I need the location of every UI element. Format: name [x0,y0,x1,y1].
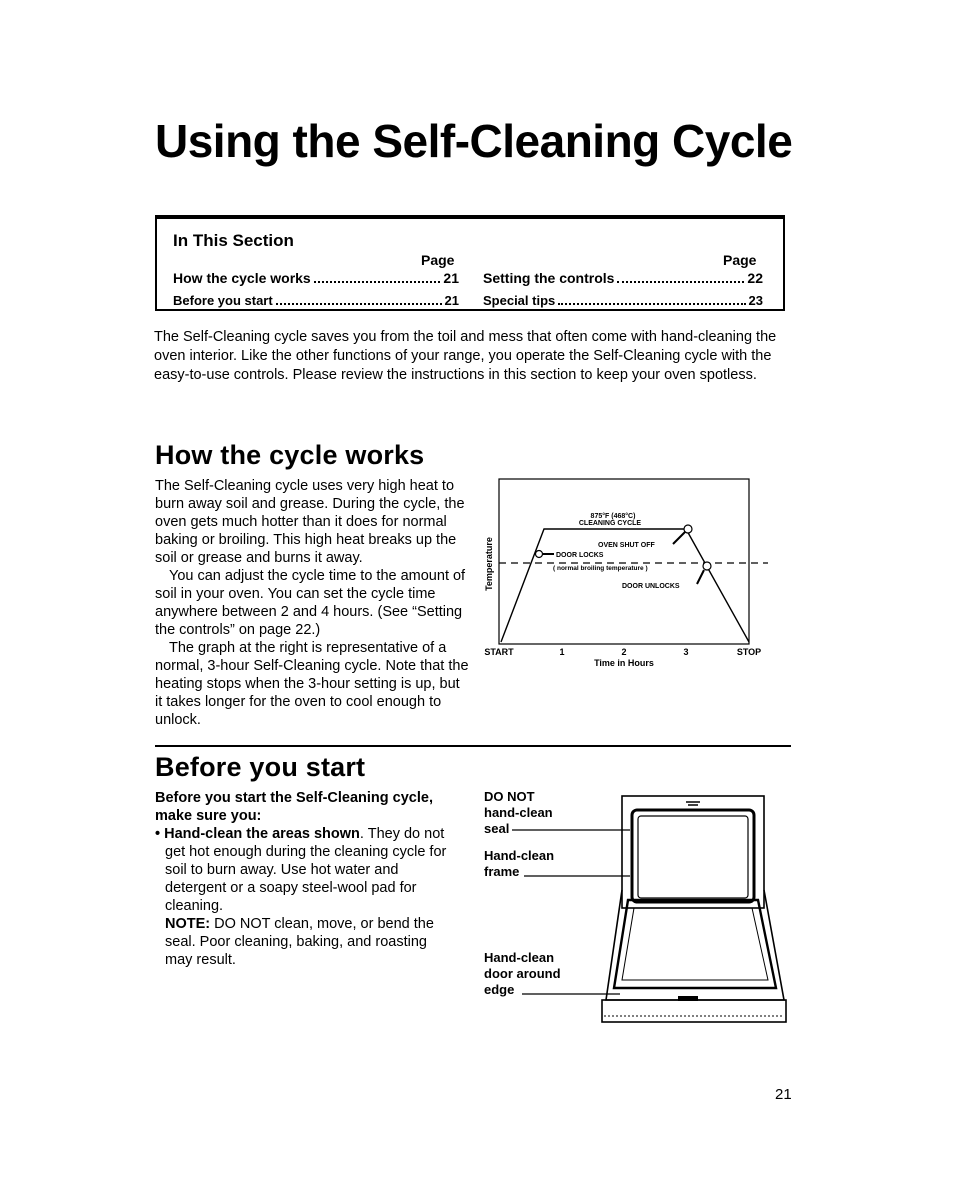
peak-label: 875°F (468°C) [590,513,636,520]
label-line: Hand-clean [484,950,555,965]
before-note [155,915,455,969]
page-number: 21 [775,1086,792,1103]
toc-item-page: 21 [444,293,459,308]
toc-item-tips[interactable] [483,293,763,308]
toc-item-label: Setting the controls [483,270,615,286]
toc-item-label: Before you start [173,293,273,308]
note-text: DO NOT clean, move, or bend the seal. Poor cleaning, baking, and roasting may result. [165,916,434,968]
y-axis-label: Temperature [484,537,494,591]
note-label: NOTE: [165,916,211,932]
page-title: Using the Self-Cleaning Cycle [155,115,793,167]
label-line: hand-clean [484,805,553,820]
label-line: edge [484,982,515,997]
toc-heading: In This Section [173,231,294,250]
door-unlocks-marker [703,562,711,570]
toc-item-page: 21 [443,270,459,286]
oven-illustration [510,790,795,1030]
graph-frame [499,479,749,644]
oven-body [622,796,764,908]
in-this-section-box [155,215,785,311]
intro-paragraph: The Self-Cleaning cycle saves you from the toil and mess that often come with hand-cleaning the oven interior. Like the other functions of your range, you operate the Self-Cleaning cycle with the easy-to-use controls. Please review the instructions in this section to keep your oven spotless. [154,329,777,383]
toc-item-setting[interactable] [483,270,763,286]
label-line: seal [484,821,510,836]
how-body [155,477,469,729]
unlocks-label: DOOR UNLOCKS [622,583,680,590]
how-heading: How the cycle works [155,440,425,470]
x-tick-2: 2 [621,647,627,657]
label-line: Hand-clean [484,848,555,863]
normal-label: ( normal broiling temperature ) [553,565,648,572]
x-tick-start: START [484,647,514,657]
peak-sub-label: CLEANING CYCLE [578,520,642,527]
toc-item-before[interactable] [173,293,459,308]
how-paragraph: The Self-Cleaning cycle uses very high heat to burn away soil and grease. During the cycle, the oven gets much hotter than it does for normal baking or broiling. This high heat breaks up the soil or grease and burns it away. [155,478,465,566]
oven-door-outline [606,890,784,1000]
oven-light [686,802,700,805]
toc-item-page: 22 [747,270,763,286]
toc-page-header-left: Page [421,252,455,268]
bullet-bold: • Hand-clean the areas shown [155,826,360,842]
toc-item-how[interactable] [173,270,459,286]
oven-door-handle [678,996,698,1001]
before-bullet [155,825,455,915]
before-lead: Before you start the Self-Cleaning cycle, make sure you: [155,790,433,824]
toc-item-label: How the cycle works [173,270,311,286]
x-axis-label: Time in Hours [594,658,654,668]
oven-frame [632,810,754,902]
toc-page-header-right: Page [723,252,757,268]
how-paragraph: The graph at the right is representative of a normal, 3-hour Self-Cleaning cycle. Note that the heating stops when the 3-hour setting is up, but it takes longer for the oven to cool enough to unlock. [155,640,469,728]
how-paragraph: You can adjust the cycle time to the amount of soil in your oven. You can set the cycle time anywhere between 2 and 4 hours. (See “Setting the controls” on page 22.) [155,568,466,638]
oven-door-window [614,900,776,988]
before-body [155,789,455,969]
x-tick-stop: STOP [736,647,762,657]
oven-door-inner [622,908,768,980]
unlocks-pointer [697,570,704,584]
shutoff-pointer [673,532,685,544]
label-line: DO NOT [484,789,535,804]
toc-item-page: 23 [748,293,763,308]
locks-label: DOOR LOCKS [556,552,604,559]
oven-door-edge [602,1000,786,1022]
shutoff-marker [684,525,692,533]
section-divider [155,745,791,747]
label-line: frame [484,864,520,879]
bullet-text: . They do not get hot enough during the cleaning cycle for soil to burn away. Use hot water and detergent or a soapy steel-wool pad for cleaning. [165,826,447,914]
toc-item-label: Special tips [483,293,556,308]
label-line: door around [484,966,561,981]
before-heading: Before you start [155,752,366,782]
x-tick-1: 1 [559,647,565,657]
door-locks-marker [536,551,543,558]
cycle-graph [478,474,768,674]
shutoff-label: OVEN SHUT OFF [598,542,655,549]
x-tick-3: 3 [683,647,689,657]
oven-seal [638,816,748,898]
